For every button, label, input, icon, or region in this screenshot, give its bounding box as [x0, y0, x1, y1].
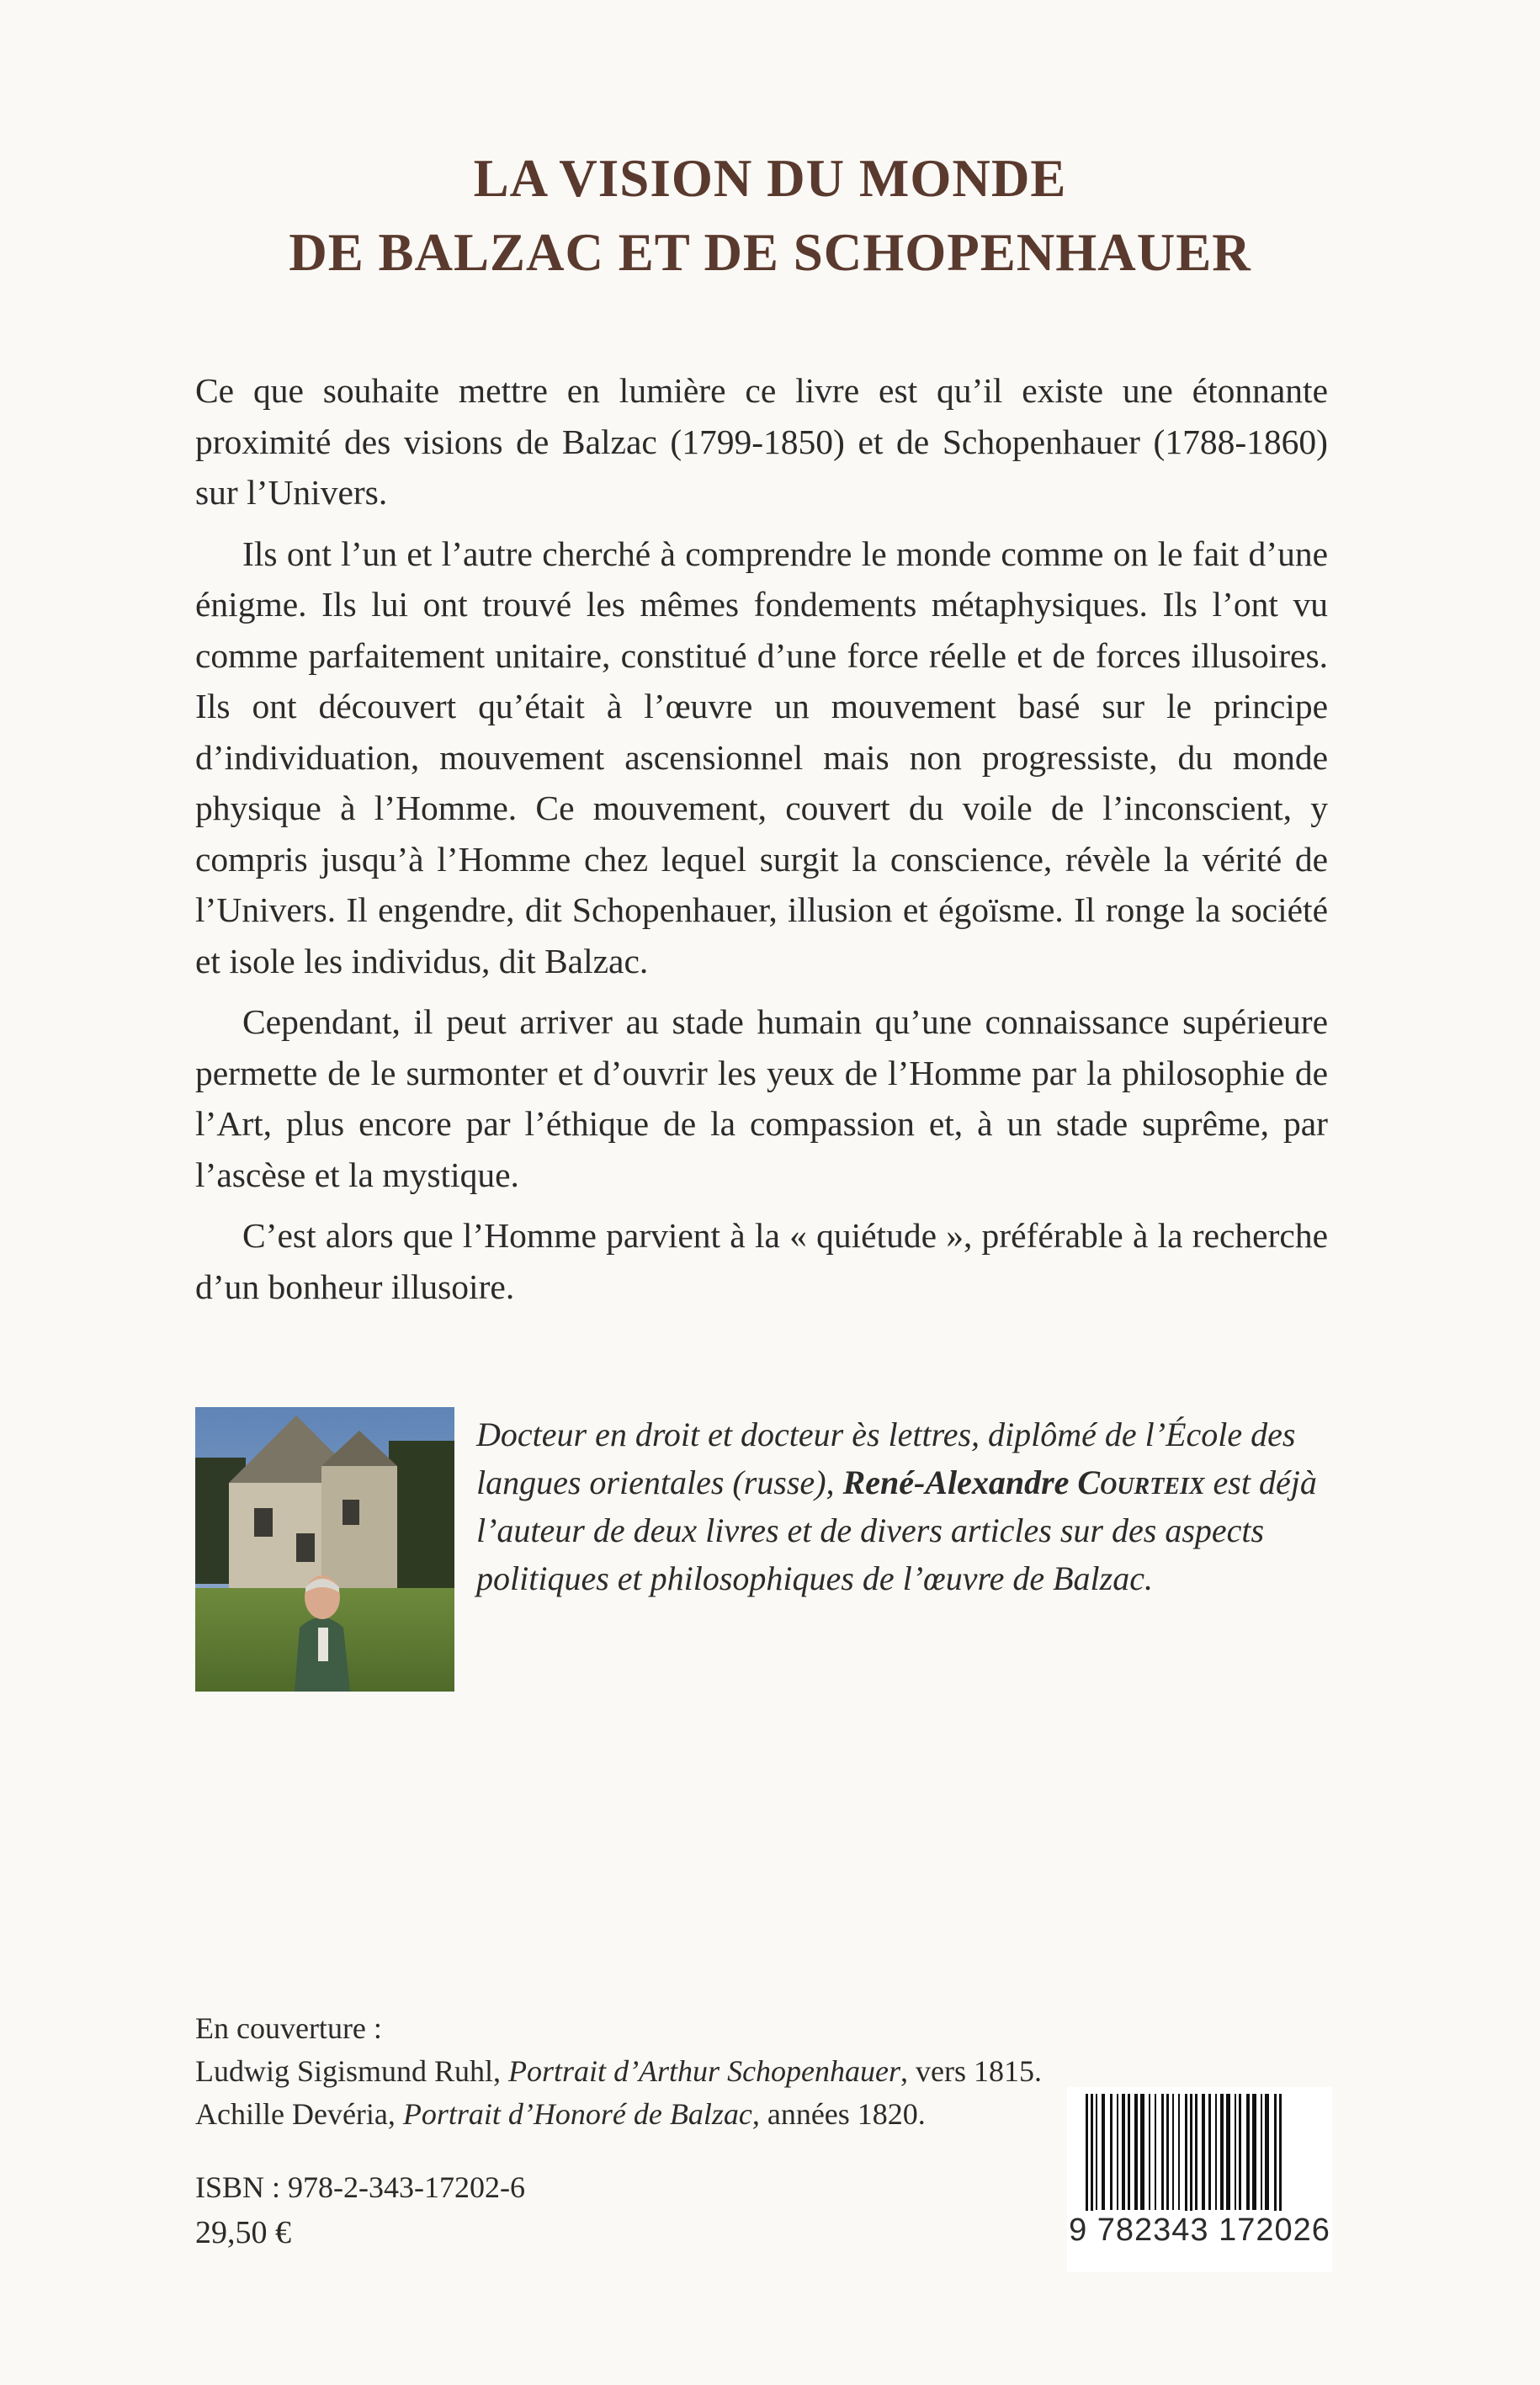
author-name	[843, 1463, 1205, 1501]
barcode-bar	[1239, 2094, 1241, 2210]
barcode-bar	[1279, 2094, 1282, 2220]
barcode-bar	[1149, 2094, 1150, 2210]
barcode-bar	[1086, 2094, 1088, 2220]
blurb-paragraph-3: Cependant, il peut arriver au stade humain qu’une connaissance supérieure permette de le surmonter et d’ouvrir les yeux de l’Homme par la philosophie de l’Art, plus encore par l’éthique de la compassion et, à un stade suprême, par l’ascèse et la mystique.	[195, 1002, 1328, 1194]
barcode-bar	[1178, 2094, 1180, 2210]
credit-2-date: années 1820.	[759, 2097, 926, 2131]
barcode-bar	[1117, 2094, 1118, 2210]
barcode-bar	[1190, 2094, 1192, 2220]
barcode-bar	[1134, 2094, 1138, 2210]
title-line-1: LA VISION DU MONDE	[473, 149, 1067, 208]
barcode-bar	[1128, 2094, 1130, 2210]
book-title	[0, 141, 1540, 289]
credit-2-work: Portrait d’Honoré de Balzac,	[402, 2097, 760, 2131]
credit-2-author: Achille Devéria,	[195, 2097, 403, 2131]
barcode-bar	[1252, 2094, 1256, 2210]
barcode-bar	[1102, 2094, 1105, 2210]
barcode-bar	[1195, 2094, 1197, 2210]
credit-1-author: Ludwig Sigismund Ruhl,	[195, 2054, 509, 2088]
price: 29,50 €	[195, 2215, 291, 2250]
barcode-bar	[1246, 2094, 1250, 2210]
barcode-digits: 9 782343 172026	[1067, 2211, 1332, 2250]
barcode-bar	[1091, 2094, 1093, 2220]
credit-1-date: , vers 1815.	[900, 2054, 1042, 2088]
barcode-bar	[1161, 2094, 1164, 2210]
barcode-bar	[1208, 2094, 1211, 2210]
author-first-name: René-Alexandre	[842, 1463, 1078, 1501]
back-cover-blurb	[195, 365, 1328, 1322]
bio-text-end: est déjà l’auteur de deux livres et de divers articles sur des aspects politiques et philosophiques de l’œuvre de Balzac.	[476, 1463, 1317, 1597]
credits-heading: En couverture :	[195, 2011, 382, 2045]
author-photo	[195, 1407, 454, 1692]
barcode-bar	[1235, 2094, 1236, 2210]
barcode-bar	[1265, 2094, 1269, 2210]
blurb-paragraph-1: Ce que souhaite mettre en lumière ce livre est qu’il existe une étonnante proximité des visions de Balzac (1799-1850) et de Schopenhauer (1788-1860) sur l’Univers.	[195, 371, 1328, 512]
bio-text-start: Docteur en droit et docteur ès lettres, diplômé de l’École des langues orientales (russe),	[476, 1416, 1296, 1501]
barcode-bar	[1215, 2094, 1217, 2210]
credit-1-work: Portrait d’Arthur Schopenhauer	[508, 2054, 901, 2088]
title-line-2: DE BALZAC ET DE SCHOPENHAUER	[289, 223, 1251, 282]
barcode-bar	[1140, 2094, 1144, 2210]
barcode-bar	[1261, 2094, 1262, 2210]
credit-line-1	[195, 2050, 1070, 2093]
cover-credits	[195, 2007, 1070, 2136]
barcode-bar	[1274, 2094, 1277, 2220]
author-biography	[476, 1410, 1330, 1602]
barcode-bar	[1202, 2094, 1205, 2210]
barcode-bar	[1172, 2094, 1174, 2210]
blurb-paragraph-2: Ils ont l’un et l’autre cherché à comprendre le monde comme on le fait d’une énigme. Ils lui ont trouvé les mêmes fondements métaphysiques. Ils l’ont vu comme parfaitement unitaire, constitué d’une force réelle et de forces illusoires. Ils ont découvert qu’était à l’œuvre un mouvement basé sur le principe d’individuation, mouvement ascensionnel mais non progressiste, du monde physique à l’Homme. Ce mouvement, couvert du voile de l’inconscient, y compris jusqu’à l’Homme chez lequel surgit la conscience, révèle la vérité de l’Univers. Il engendre, dit Schopenhauer, illusion et égoïsme. Il ronge la société et isole les individus, dit Balzac.	[195, 534, 1328, 980]
barcode-bar	[1096, 2094, 1097, 2210]
barcode-bar	[1220, 2094, 1224, 2210]
barcode-bar	[1166, 2094, 1169, 2210]
barcode-bar	[1155, 2094, 1156, 2210]
barcode-bar	[1226, 2094, 1230, 2210]
barcode-bar	[1122, 2094, 1125, 2210]
author-last-name: Courteix	[1077, 1463, 1205, 1501]
barcode-bar	[1110, 2094, 1113, 2210]
isbn-number: ISBN : 978-2-343-17202-6	[195, 2170, 525, 2204]
credit-line-2	[195, 2093, 1070, 2136]
barcode-bar	[1185, 2094, 1187, 2220]
blurb-paragraph-4: C’est alors que l’Homme parvient à la « quiétude », préférable à la recherche d’un bonheur illusoire.	[195, 1216, 1328, 1306]
